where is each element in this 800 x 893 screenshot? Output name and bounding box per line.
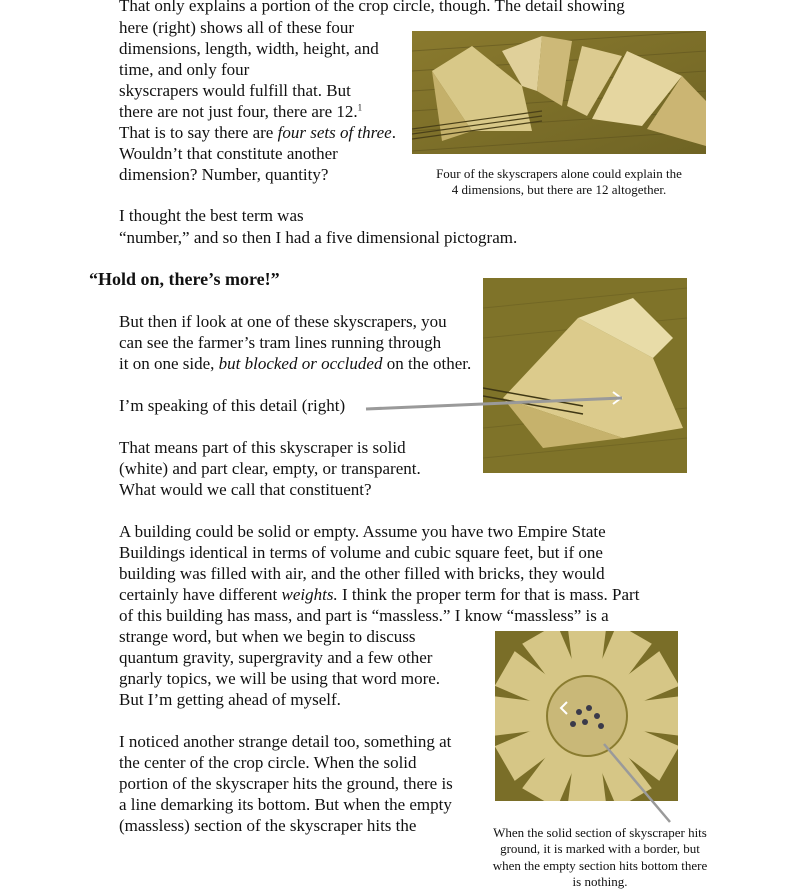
body-text-line: skyscrapers would fulfill that. But xyxy=(119,81,351,100)
body-text-line: can see the farmer’s tram lines running through xyxy=(119,333,442,352)
crop-circle-skyscrapers-photo xyxy=(412,31,706,154)
body-text-line xyxy=(119,101,362,122)
body-text-line: That only explains a portion of the crop circle, though. The detail showing xyxy=(119,0,625,15)
body-text: That is to say there are xyxy=(119,123,274,142)
body-text-line: time, and only four xyxy=(119,60,250,79)
body-text-line: the center of the crop circle. When the solid xyxy=(119,753,417,772)
body-text-line: What would we call that constituent? xyxy=(119,480,372,499)
body-text: it on one side, xyxy=(119,354,215,373)
body-text-line: strange word, but when we begin to discuss xyxy=(119,627,416,646)
body-text-line: dimensions, length, width, height, and xyxy=(119,39,379,58)
body-text-line: I noticed another strange detail too, something at xyxy=(119,732,452,751)
body-text-line: Wouldn’t that constitute another xyxy=(119,144,338,163)
body-text-line: portion of the skyscraper hits the ground, there is xyxy=(119,774,453,793)
body-text-line: (white) and part clear, empty, or transparent. xyxy=(119,459,421,478)
footnote-mark: 1 xyxy=(357,102,363,113)
body-text-line: of this building has mass, and part is “massless.” I know “massless” is a xyxy=(119,606,609,625)
figure-caption-line: is nothing. xyxy=(572,874,628,889)
skyscraper-detail-photo xyxy=(483,278,687,473)
body-text-line: (massless) section of the skyscraper hits the xyxy=(119,816,417,835)
section-heading: “Hold on, there’s more!” xyxy=(89,269,280,289)
emphasis-text: weights. xyxy=(277,585,338,604)
figure-caption-line: When the solid section of skyscraper hits xyxy=(493,825,707,840)
body-text: on the other. xyxy=(382,354,472,373)
figure-caption-line: 4 dimensions, but there are 12 altogether. xyxy=(451,182,667,197)
body-text-line: A building could be solid or empty. Assume you have two Empire State xyxy=(119,522,606,541)
pointer-line xyxy=(360,390,630,420)
body-text: certainly have different xyxy=(119,585,278,604)
emphasis-text: but blocked or occluded xyxy=(214,354,383,373)
body-text-line: Buildings identical in terms of volume and cubic square feet, but if one xyxy=(119,543,603,562)
body-text-line: But I’m getting ahead of myself. xyxy=(119,690,341,709)
figure-caption-line: Four of the skyscrapers alone could explain the xyxy=(436,166,682,181)
body-text-line: That means part of this skyscraper is solid xyxy=(119,438,406,457)
body-text-line xyxy=(119,353,471,374)
body-text-line: here (right) shows all of these four xyxy=(119,18,355,37)
body-text-line: “number,” and so then I had a five dimensional pictogram. xyxy=(119,228,518,247)
body-text-line: I’m speaking of this detail (right) xyxy=(119,396,346,415)
body-text-line: gnarly topics, we will be using that word more. xyxy=(119,669,441,688)
body-text-line: a line demarking its bottom. But when the empty xyxy=(119,795,452,814)
body-text-line: building was filled with air, and the other filled with bricks, they would xyxy=(119,564,605,583)
body-text-line: I thought the best term was xyxy=(119,206,304,225)
body-text-line: dimension? Number, quantity? xyxy=(119,165,329,184)
body-text: . xyxy=(391,123,396,142)
figure-caption-line: ground, it is marked with a border, but xyxy=(500,841,700,856)
body-text-line: quantum gravity, supergravity and a few other xyxy=(119,648,433,667)
emphasis-text: four sets of three xyxy=(273,123,392,142)
pointer-line xyxy=(600,740,680,830)
body-text: there are not just four, there are 12. xyxy=(119,102,358,121)
figure-caption-line: when the empty section hits bottom there xyxy=(492,858,708,873)
body-text-line xyxy=(119,122,396,143)
body-text-line: But then if look at one of these skyscrapers, you xyxy=(119,312,447,331)
body-text: I think the proper term for that is mass. Part xyxy=(337,585,640,604)
body-text-line xyxy=(119,584,639,605)
